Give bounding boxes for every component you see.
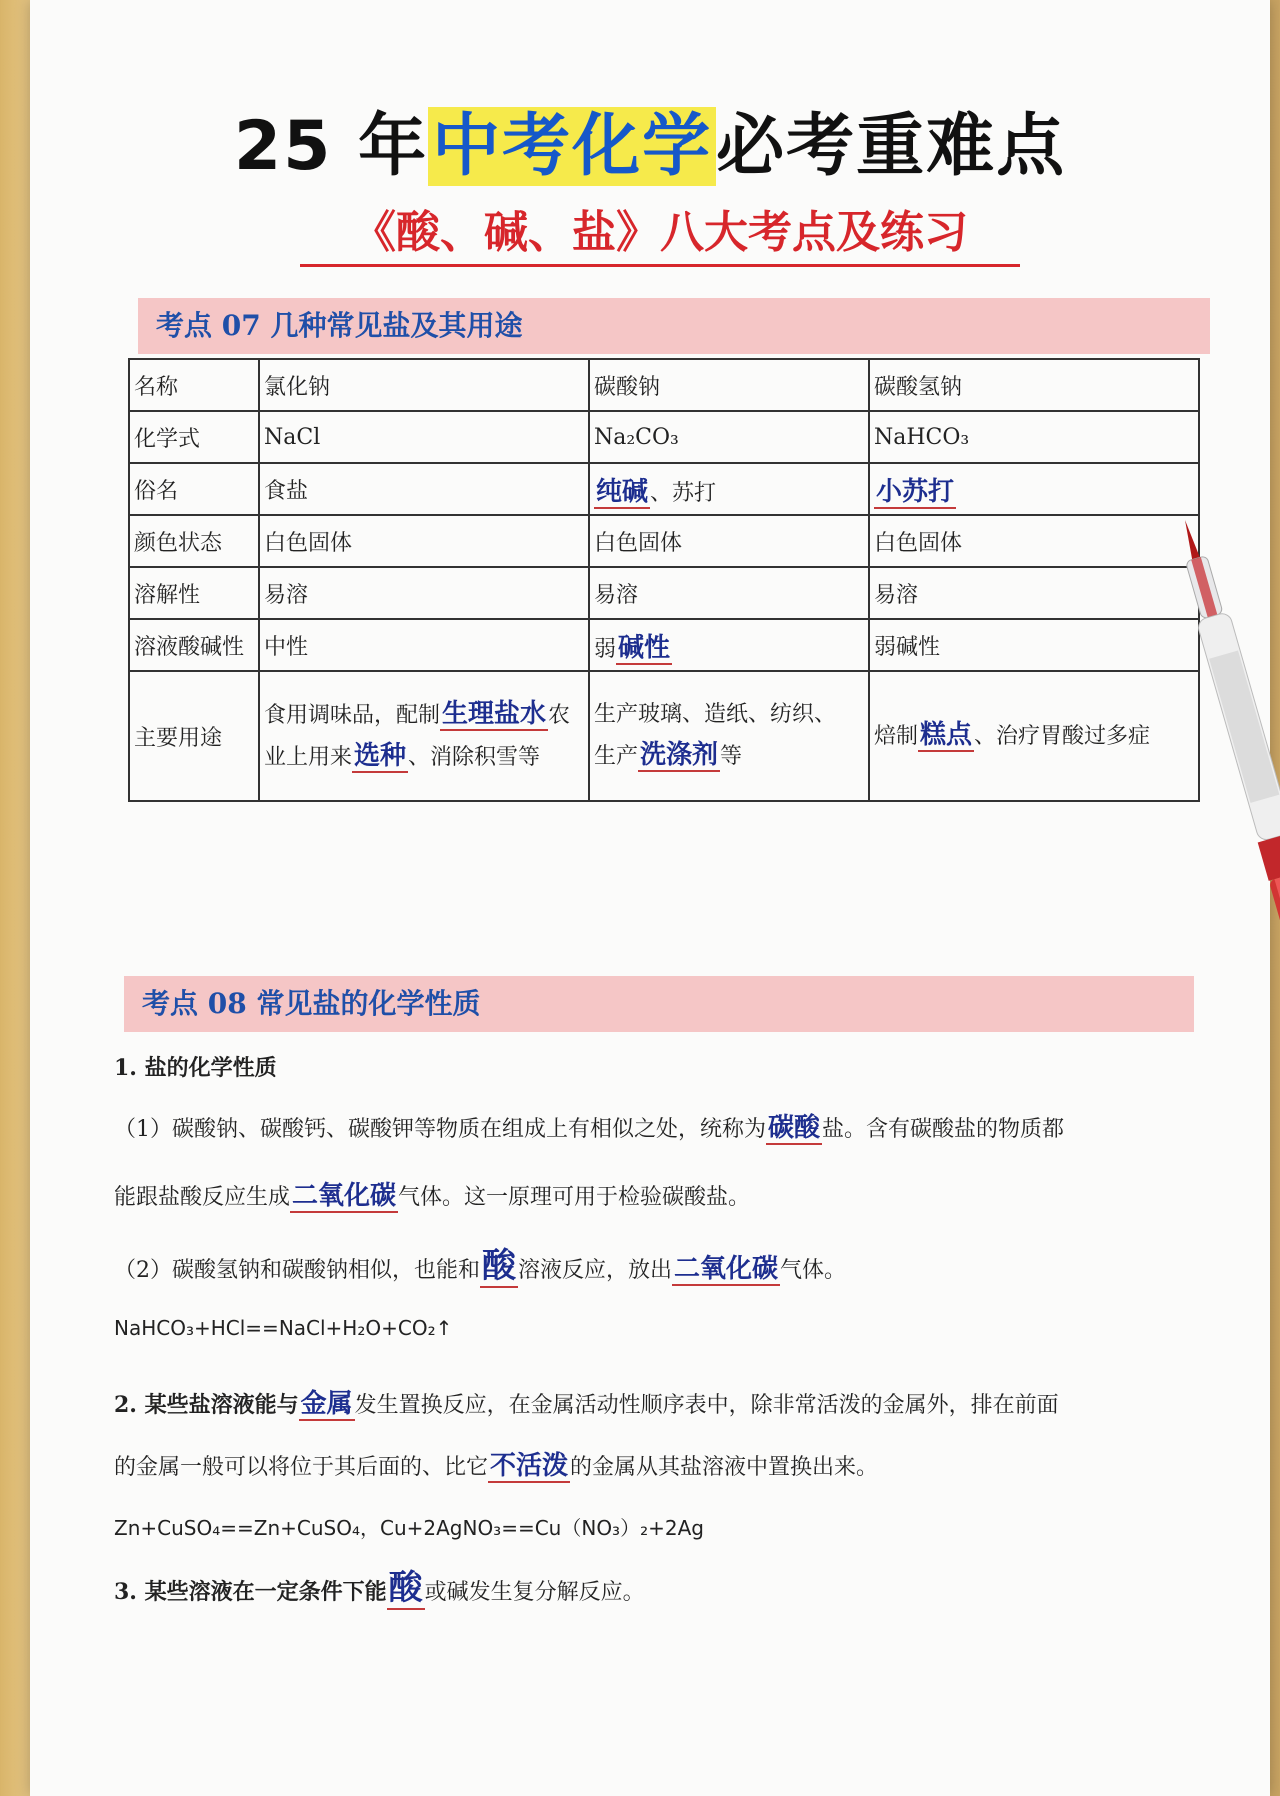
table-cell: 白色固体 xyxy=(869,515,1199,567)
table-cell xyxy=(259,463,589,515)
table-cell xyxy=(589,463,869,515)
section7-title: 考点 07 几种常见盐及其用途 xyxy=(138,298,1210,354)
handwritten-answer: 洗涤剂 xyxy=(640,740,719,770)
handwritten-answer: 碳酸 xyxy=(768,1113,821,1143)
handwritten-answer: 碱性 xyxy=(618,632,671,663)
printed-text: 业上用来 xyxy=(264,745,353,770)
table-cell: NaHCO₃ xyxy=(869,411,1199,463)
printed-text: 的金属一般可以将位于其后面的、比它 xyxy=(114,1455,489,1480)
printed-text: 等 xyxy=(720,744,743,769)
printed-text: 能跟盐酸反应生成 xyxy=(114,1185,291,1210)
paragraph xyxy=(114,1388,1204,1422)
title-part1: 25 年 xyxy=(233,107,429,186)
table-cell: NaCl xyxy=(259,411,589,463)
printed-text: 生产 xyxy=(594,744,639,769)
table-cell xyxy=(589,671,869,801)
row-label: 溶解性 xyxy=(129,567,259,619)
printed-text: 弱 xyxy=(594,636,617,662)
table-cell xyxy=(869,463,1199,515)
title-part2: 必考重难点 xyxy=(716,107,1067,186)
handwritten-answer: 金属 xyxy=(300,1389,353,1419)
table-row xyxy=(129,411,1199,463)
table-cell: 中性 xyxy=(259,619,589,671)
table-row xyxy=(129,619,1199,671)
table-cell: 易溶 xyxy=(259,567,589,619)
row-label: 俗名 xyxy=(129,463,259,515)
printed-text: （1）碳酸钠、碳酸钙、碳酸钾等物质在组成上有相似之处，统称为 xyxy=(114,1117,766,1142)
formula-line: Zn+CuSO₄==Zn+CuSO₄，Cu+2AgNO₃==Cu（NO₃）₂+2Ag xyxy=(114,1516,704,1540)
handwritten-answer: 生理盐水 xyxy=(442,699,547,729)
paragraph xyxy=(114,1450,1204,1484)
row-label: 主要用途 xyxy=(129,671,259,801)
handwritten-answer: 酸 xyxy=(482,1246,516,1286)
handwritten-answer: 不活泼 xyxy=(490,1451,569,1481)
printed-text: 、消除积雪等 xyxy=(408,745,541,770)
table-cell xyxy=(259,671,589,801)
printed-text: 焙制 xyxy=(874,724,919,749)
paragraph xyxy=(114,1246,1204,1287)
table-cell: 弱碱性 xyxy=(869,619,1199,671)
printed-text: 、苏打 xyxy=(650,480,717,506)
salt-table xyxy=(128,358,1200,802)
printed-text: 盐。含有碳酸盐的物质都 xyxy=(822,1117,1065,1142)
printed-text: 或碱发生复分解反应。 xyxy=(424,1580,645,1605)
table-row xyxy=(129,567,1199,619)
title-highlight: 中考化学 xyxy=(428,107,716,186)
table-cell: 易溶 xyxy=(869,567,1199,619)
worksheet-paper xyxy=(30,0,1270,1796)
section8-title: 考点 08 常见盐的化学性质 xyxy=(124,976,1194,1032)
handwritten-answer: 小苏打 xyxy=(876,476,955,507)
printed-text: 食盐 xyxy=(264,478,309,504)
table-cell: 白色固体 xyxy=(259,515,589,567)
printed-text: 2. 某些盐溶液能与 xyxy=(114,1392,299,1418)
table-cell: Na₂CO₃ xyxy=(589,411,869,463)
handwritten-answer: 二氧化碳 xyxy=(674,1254,779,1284)
handwritten-answer: 糕点 xyxy=(920,720,973,750)
printed-text: 发生置换反应，在金属活动性顺序表中，除非常活泼的金属外，排在前面 xyxy=(354,1393,1059,1418)
paragraph xyxy=(114,1180,1204,1214)
row-label: 名称 xyxy=(129,359,259,411)
formula-line: NaHCO₃+HCl==NaCl+H₂O+CO₂↑ xyxy=(114,1316,453,1340)
printed-text: 气体。这一原理可用于检验碳酸盐。 xyxy=(398,1185,751,1210)
handwritten-answer: 选种 xyxy=(354,741,407,771)
paragraph-heading: 1. 盐的化学性质 xyxy=(114,1055,277,1081)
row-label: 化学式 xyxy=(129,411,259,463)
table-cell: 碳酸钠 xyxy=(589,359,869,411)
table-cell: 碳酸氢钠 xyxy=(869,359,1199,411)
page-subtitle: 《酸、碱、盐》八大考点及练习 xyxy=(300,196,1020,267)
table-cell: 易溶 xyxy=(589,567,869,619)
printed-text: 溶液反应，放出 xyxy=(518,1258,673,1283)
handwritten-answer: 二氧化碳 xyxy=(292,1181,397,1211)
printed-text: 的金属从其盐溶液中置换出来。 xyxy=(570,1455,879,1480)
handwritten-answer: 纯碱 xyxy=(596,476,649,507)
paragraph xyxy=(114,1112,1204,1146)
printed-text: 3. 某些溶液在一定条件下能 xyxy=(114,1579,387,1605)
row-label: 溶液酸碱性 xyxy=(129,619,259,671)
printed-text: 气体。 xyxy=(780,1258,847,1283)
handwritten-answer: 酸 xyxy=(388,1568,423,1608)
printed-text: 农 xyxy=(548,703,571,728)
table-cell xyxy=(869,671,1199,801)
table-cell: 白色固体 xyxy=(589,515,869,567)
printed-text: 、治疗胃酸过多症 xyxy=(974,724,1151,749)
printed-text: （2）碳酸氢钠和碳酸钠相似，也能和 xyxy=(114,1258,480,1283)
page-title xyxy=(30,92,1270,189)
printed-text: 食用调味品，配制 xyxy=(264,703,441,728)
printed-text: 生产玻璃、造纸、纺织、 xyxy=(594,702,837,727)
paragraph xyxy=(114,1568,1204,1609)
table-cell xyxy=(589,619,869,671)
table-cell: 氯化钠 xyxy=(259,359,589,411)
table-row xyxy=(129,463,1199,515)
row-label: 颜色状态 xyxy=(129,515,259,567)
table-row xyxy=(129,515,1199,567)
table-row xyxy=(129,359,1199,411)
table-row xyxy=(129,671,1199,801)
